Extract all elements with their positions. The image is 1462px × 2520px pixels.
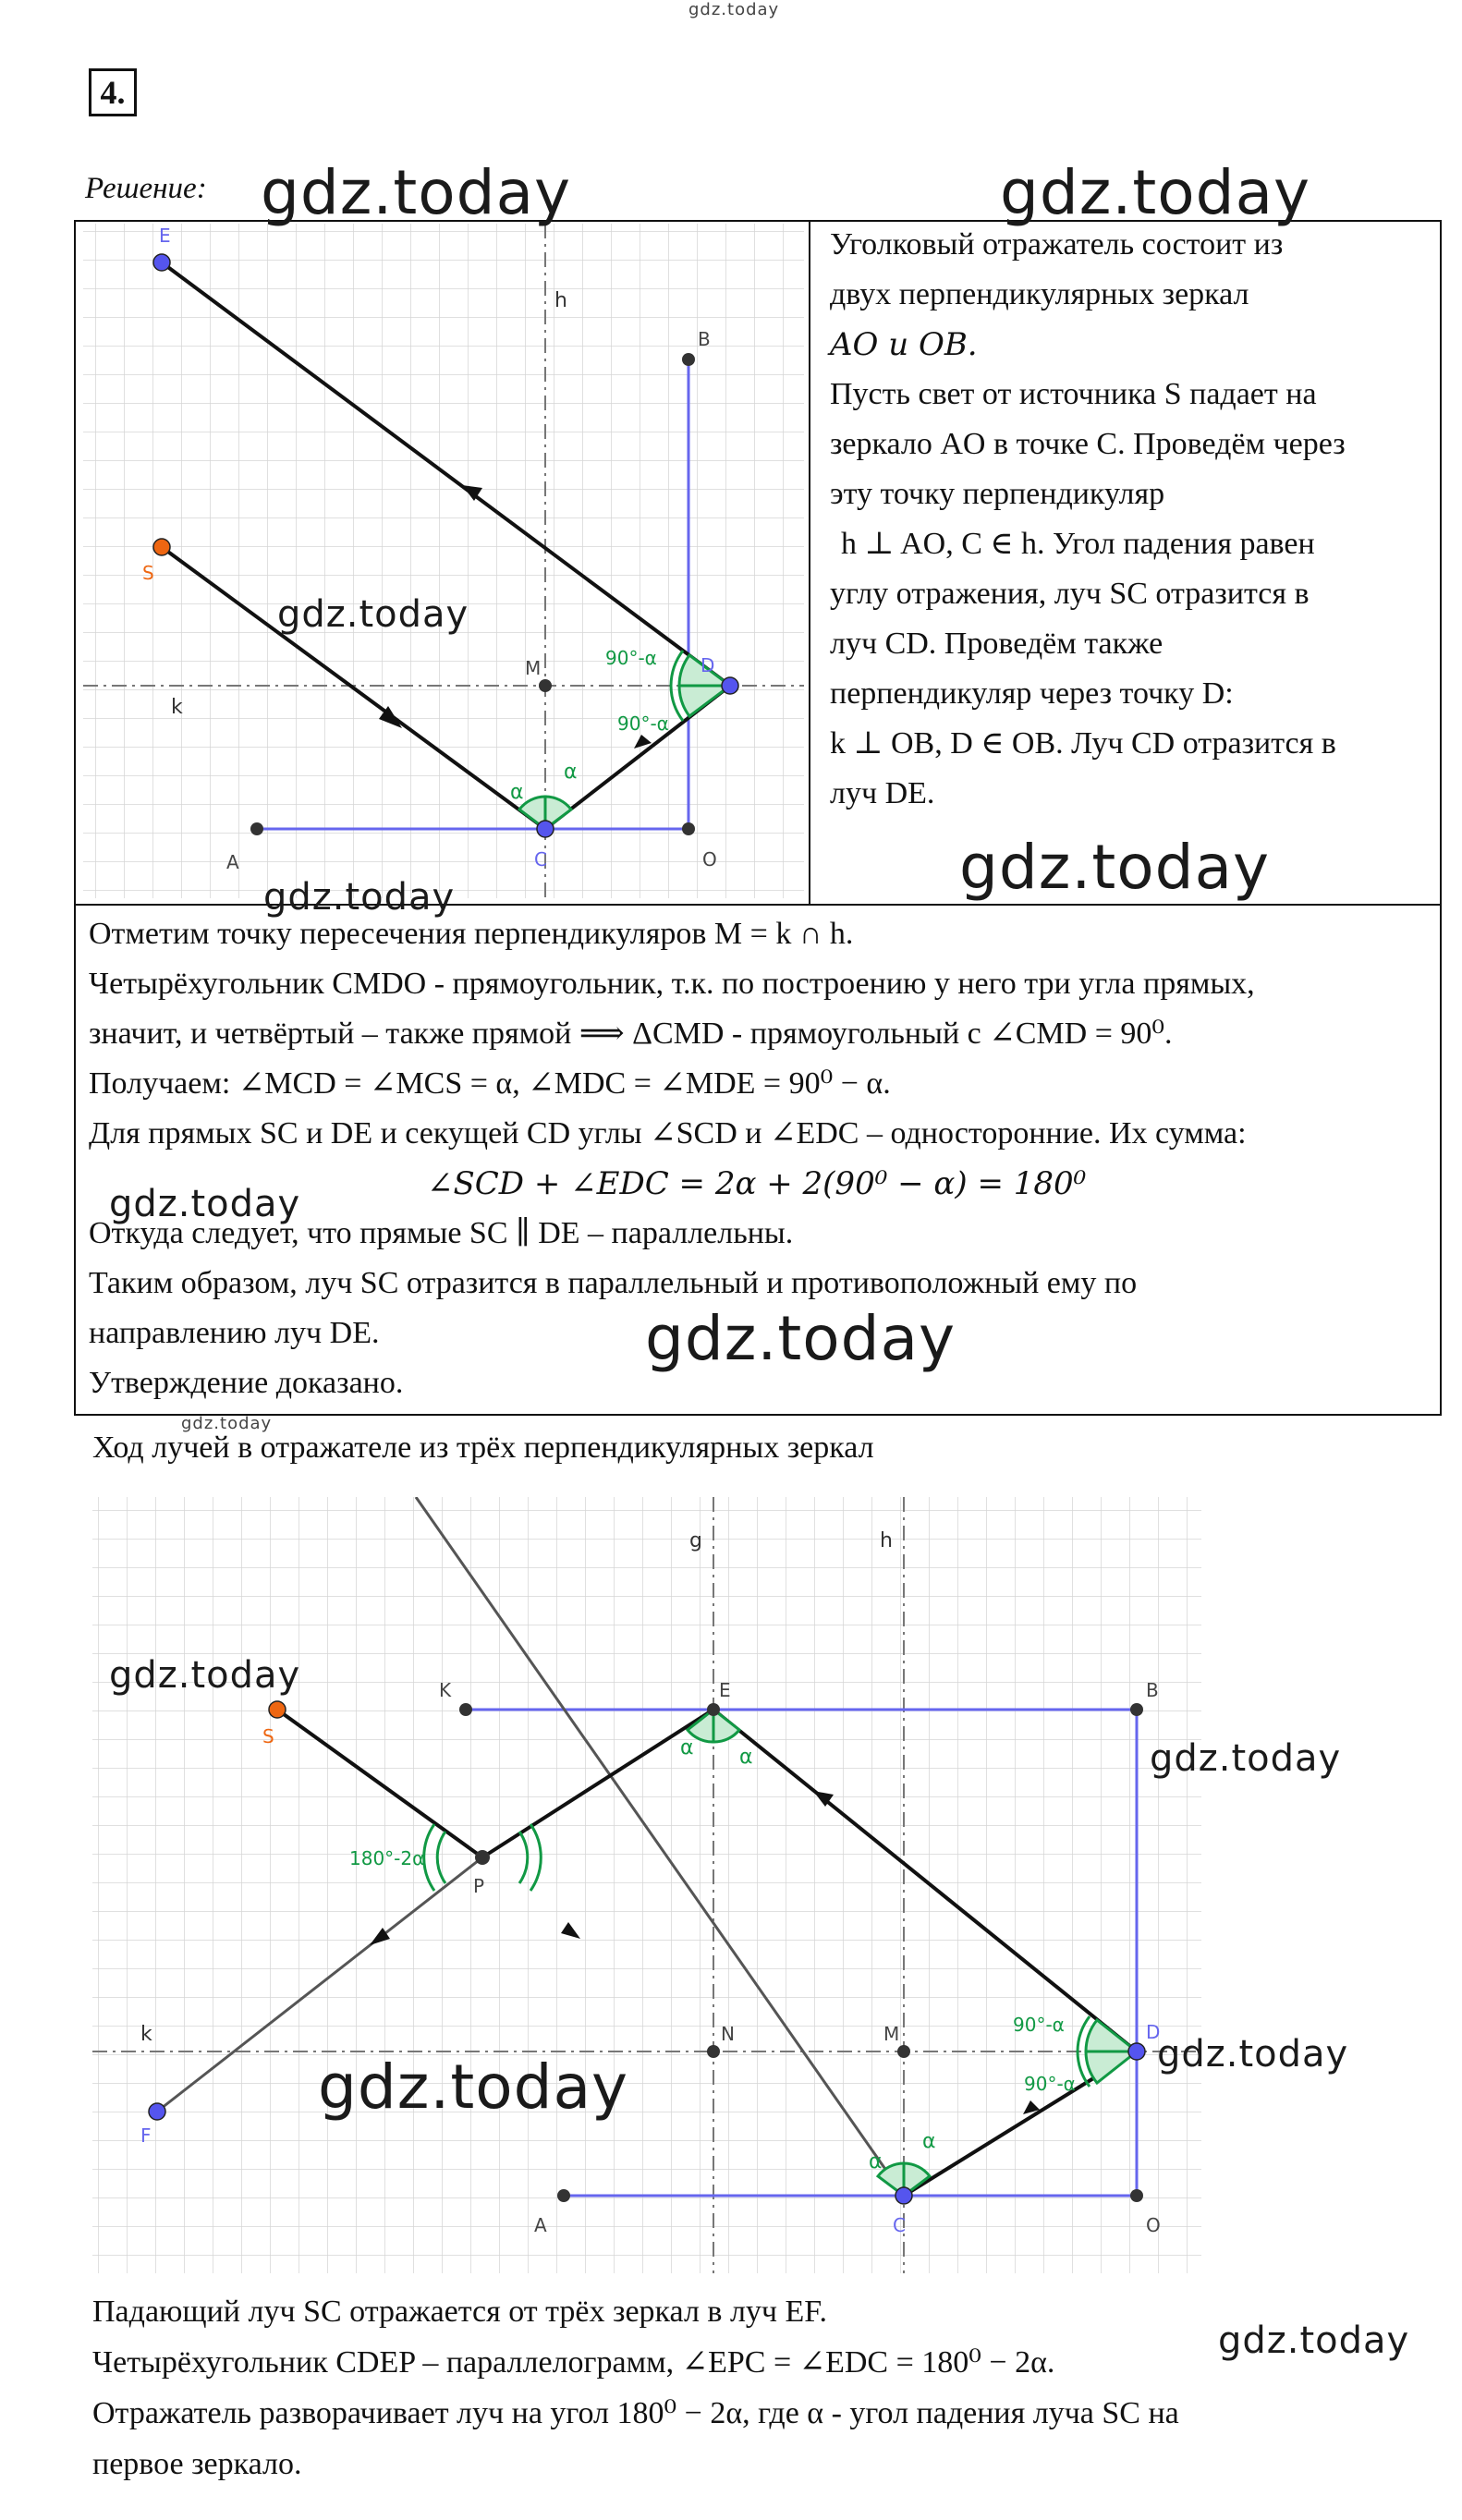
point-s [269, 1701, 286, 1718]
right-text-line-9: луч CD. Проведём также [830, 627, 1164, 661]
watermark: gdz.today [277, 593, 469, 636]
proof-line-7: Откуда следует, что прямые SC ∥ DE – параллельны. [89, 1216, 794, 1250]
proof-line-1: Отметим точку пересечения перпендикуляров M = k ∩ h. [89, 917, 854, 951]
point-c [537, 821, 554, 837]
point-c [895, 2187, 912, 2204]
label-p: P [473, 1875, 485, 1897]
label-e: E [159, 225, 171, 247]
point-a [557, 2189, 570, 2202]
right-text-line-8: углу отражения, луч SC отразится в [830, 577, 1310, 611]
right-text-line-7: h ⊥ AO, C ∈ h. Угол падения равен [841, 527, 1315, 561]
watermark: gdz.today [318, 2051, 629, 2123]
label-d: D [701, 654, 715, 676]
point-d [722, 677, 738, 694]
label-c: C [534, 848, 547, 870]
watermark: gdz.today [181, 1414, 273, 1433]
label-m: M [883, 2023, 900, 2045]
point-p [475, 1850, 490, 1865]
watermark: gdz.today [1157, 2033, 1349, 2076]
task-number: 4. [89, 68, 137, 116]
watermark: gdz.today [1218, 2319, 1410, 2362]
point-k [459, 1703, 472, 1716]
right-text-line-2: двух перпендикулярных зеркал [830, 277, 1249, 311]
point-e [707, 1703, 720, 1716]
label-angle-upper: 90°-α [605, 647, 657, 669]
label-m: M [525, 657, 542, 679]
label-c: C [893, 2214, 906, 2236]
proof-line-4: Получаем: ∠MCD = ∠MCS = α, ∠MDC = ∠MDE = 90⁰ − α. [89, 1066, 891, 1101]
point-e [153, 254, 170, 271]
proof-line-3: значит, и четвёртый – также прямой ⟹ ΔCMD - прямоугольный с ∠CMD = 90⁰. [89, 1017, 1173, 1051]
label-e: E [719, 1679, 731, 1701]
solution-label: Решение: [85, 172, 207, 205]
watermark: gdz.today [109, 1654, 301, 1697]
watermark: gdz.today [959, 832, 1271, 903]
label-a: A [534, 2214, 547, 2236]
point-n [707, 2045, 720, 2058]
label-k-line: k [140, 2023, 152, 2046]
proof-line-8: Таким образом, луч SC отразится в параллельный и противоположный ему по [89, 1266, 1138, 1300]
label-angle-d-upper: 90°-α [1013, 2014, 1065, 2036]
label-h: h [880, 1529, 893, 1552]
label-alpha-c-left: α [869, 2150, 883, 2173]
point-m [539, 679, 552, 692]
label-alpha-right: α [564, 761, 578, 784]
point-o [1130, 2189, 1143, 2202]
right-text-line-10: перпендикуляр через точку D: [830, 676, 1234, 711]
watermark: gdz.today [1150, 1737, 1342, 1780]
label-alpha-c-right: α [922, 2130, 936, 2153]
right-text-line-4: Пусть свет от источника S падает на [830, 377, 1317, 411]
point-a [250, 822, 263, 835]
point-s [153, 539, 170, 555]
watermark: gdz.today [109, 1183, 301, 1225]
watermark: gdz.today [645, 1303, 956, 1374]
proof-line-10: Утверждение доказано. [89, 1366, 404, 1400]
label-alpha-e-left: α [680, 1736, 694, 1759]
right-text-line-6: эту точку перпендикуляр [830, 477, 1165, 511]
label-k: k [171, 696, 183, 719]
label-g: g [689, 1529, 702, 1552]
bottom-line-4: первое зеркало. [92, 2447, 302, 2481]
point-b [682, 353, 695, 366]
label-s: S [142, 562, 154, 584]
label-angle-d-lower: 90°-α [1024, 2073, 1076, 2095]
proof-line-5: Для прямых SC и DE и секущей CD углы ∠SCD и ∠EDC – односторонние. Их сумма: [89, 1116, 1247, 1150]
right-text-line-3: AO и OB. [830, 326, 978, 363]
bottom-line-1: Падающий луч SC отражается от трёх зеркал в луч EF. [92, 2295, 827, 2329]
label-a: A [226, 851, 239, 873]
point-b [1130, 1703, 1143, 1716]
proof-line-2: Четырёхугольник CMDO - прямоугольник, т.к. по построению у него три угла прямых, [89, 967, 1255, 1001]
label-b: B [698, 328, 711, 350]
point-m [897, 2045, 910, 2058]
watermark: gdz.today [263, 876, 456, 919]
figure-three-mirror-reflector [92, 1497, 1201, 2273]
right-text-line-5: зеркало AO в точке C. Проведём через [830, 427, 1346, 461]
point-d [1128, 2043, 1145, 2060]
label-angle-p: 180°-2α [349, 1847, 425, 1869]
label-alpha-e-right: α [739, 1746, 753, 1769]
figure2-caption: Ход лучей в отражателе из трёх перпендикулярных зеркал [92, 1430, 874, 1465]
point-f [149, 2103, 165, 2120]
label-k: K [439, 1679, 452, 1701]
right-text-line-12: луч DE. [830, 776, 935, 810]
right-text-line-1: Уголковый отражатель состоит из [830, 227, 1284, 262]
bottom-line-3: Отражатель разворачивает луч на угол 180⁰ − 2α, где α - угол падения луча SC на [92, 2396, 1179, 2430]
proof-line-9: направлению луч DE. [89, 1316, 380, 1350]
watermark: gdz.today [261, 157, 572, 228]
label-alpha-left: α [510, 781, 524, 804]
label-f: F [140, 2124, 152, 2147]
figure-corner-reflector [83, 224, 804, 898]
label-h: h [554, 289, 567, 312]
label-angle-lower: 90°-α [617, 712, 669, 735]
table-column-divider [809, 220, 810, 905]
bottom-line-2: Четырёхугольник CDEP – параллелограмм, ∠EPC = ∠EDC = 180⁰ − 2α. [92, 2345, 1055, 2380]
label-b: B [1146, 1679, 1159, 1701]
right-text-line-11: k ⊥ OB, D ∈ OB. Луч CD отразится в [830, 726, 1336, 761]
proof-line-6-equation: ∠SCD + ∠EDC = 2α + 2(90⁰ − α) = 180⁰ [427, 1165, 1087, 1202]
label-d: D [1146, 2021, 1161, 2043]
watermark: gdz.today [1000, 157, 1311, 228]
label-s: S [262, 1725, 274, 1747]
label-n: N [721, 2023, 735, 2045]
label-o: O [702, 848, 717, 870]
site-header-watermark: gdz.today [688, 0, 780, 19]
point-o [682, 822, 695, 835]
label-o: O [1146, 2214, 1161, 2236]
